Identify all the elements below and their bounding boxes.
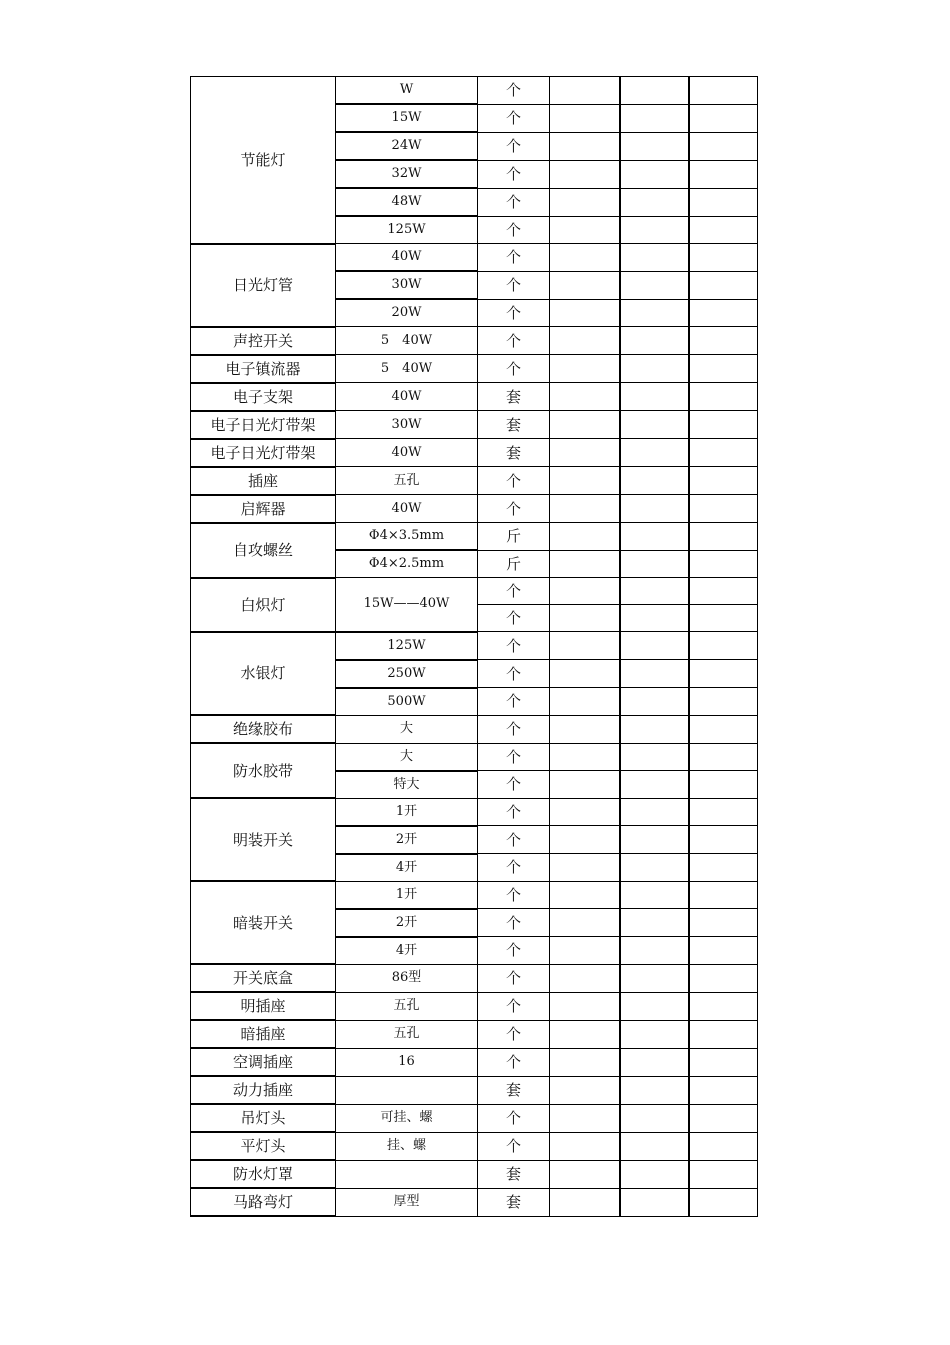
price-cell xyxy=(620,937,689,965)
unit-cell: 个 xyxy=(478,1048,550,1076)
table-row xyxy=(191,1132,758,1160)
price-cell xyxy=(620,523,689,551)
unit-cell: 个 xyxy=(478,688,550,716)
qty-cell xyxy=(550,660,620,688)
item-name-cell: 防水灯罩 xyxy=(191,1160,336,1188)
spec-cell: 250W xyxy=(336,660,478,688)
price-cell xyxy=(620,160,689,188)
table-row xyxy=(191,523,758,551)
price-cell xyxy=(620,1020,689,1048)
price-cell xyxy=(620,743,689,771)
qty-cell xyxy=(550,798,620,826)
unit-cell: 个 xyxy=(478,77,550,105)
qty-cell xyxy=(550,467,620,495)
price-cell xyxy=(620,909,689,937)
amount-cell xyxy=(689,299,758,327)
qty-cell xyxy=(550,188,620,216)
price-cell xyxy=(620,216,689,244)
qty-cell xyxy=(550,1104,620,1132)
amount-cell xyxy=(689,411,758,439)
spec-cell: 特大 xyxy=(336,771,478,799)
amount-cell xyxy=(689,881,758,909)
unit-cell: 个 xyxy=(478,854,550,882)
amount-cell xyxy=(689,1188,758,1216)
unit-cell: 个 xyxy=(478,467,550,495)
amount-cell xyxy=(689,104,758,132)
unit-cell: 个 xyxy=(478,244,550,272)
amount-cell xyxy=(689,77,758,105)
amount-cell xyxy=(689,578,758,605)
spec-cell xyxy=(336,1076,478,1104)
spec-cell: 40W xyxy=(336,383,478,411)
item-name-cell: 暗装开关 xyxy=(191,881,336,964)
table-row xyxy=(191,964,758,992)
amount-cell xyxy=(689,244,758,272)
unit-cell: 个 xyxy=(478,826,550,854)
unit-cell: 个 xyxy=(478,715,550,743)
unit-cell: 个 xyxy=(478,798,550,826)
price-cell xyxy=(620,1132,689,1160)
price-cell xyxy=(620,77,689,105)
spec-cell: 5 40W xyxy=(336,355,478,383)
qty-cell xyxy=(550,771,620,799)
amount-cell xyxy=(689,1104,758,1132)
spec-cell: 16 xyxy=(336,1048,478,1076)
qty-cell xyxy=(550,992,620,1020)
item-name-cell: 防水胶带 xyxy=(191,743,336,798)
qty-cell xyxy=(550,439,620,467)
amount-cell xyxy=(689,660,758,688)
qty-cell xyxy=(550,271,620,299)
unit-cell: 个 xyxy=(478,909,550,937)
item-name-cell: 明插座 xyxy=(191,992,336,1020)
item-name-cell: 暗插座 xyxy=(191,1020,336,1048)
amount-cell xyxy=(689,798,758,826)
table-row xyxy=(191,383,758,411)
price-cell xyxy=(620,826,689,854)
table-row xyxy=(191,439,758,467)
price-cell xyxy=(620,992,689,1020)
item-name-cell: 动力插座 xyxy=(191,1076,336,1104)
item-name-cell: 明装开关 xyxy=(191,798,336,881)
qty-cell xyxy=(550,495,620,523)
qty-cell xyxy=(550,881,620,909)
qty-cell xyxy=(550,688,620,716)
amount-cell xyxy=(689,826,758,854)
item-name-cell: 电子支架 xyxy=(191,383,336,411)
price-cell xyxy=(620,244,689,272)
price-cell xyxy=(620,1188,689,1216)
amount-cell xyxy=(689,605,758,632)
unit-cell: 套 xyxy=(478,1188,550,1216)
item-name-cell: 插座 xyxy=(191,467,336,495)
unit-cell: 个 xyxy=(478,216,550,244)
amount-cell xyxy=(689,355,758,383)
qty-cell xyxy=(550,632,620,660)
spec-cell: 五孔 xyxy=(336,992,478,1020)
qty-cell xyxy=(550,104,620,132)
spec-cell: 32W xyxy=(336,160,478,188)
qty-cell xyxy=(550,216,620,244)
amount-cell xyxy=(689,271,758,299)
spec-cell: 15W——40W xyxy=(336,578,478,632)
spec-cell: 86型 xyxy=(336,964,478,992)
table-row xyxy=(191,992,758,1020)
unit-cell: 个 xyxy=(478,632,550,660)
amount-cell xyxy=(689,550,758,578)
amount-cell xyxy=(689,1132,758,1160)
qty-cell xyxy=(550,355,620,383)
unit-cell: 套 xyxy=(478,1076,550,1104)
qty-cell xyxy=(550,132,620,160)
price-cell xyxy=(620,271,689,299)
item-name-cell: 开关底盒 xyxy=(191,964,336,992)
price-cell xyxy=(620,632,689,660)
unit-cell: 个 xyxy=(478,188,550,216)
spec-cell: 125W xyxy=(336,632,478,660)
amount-cell xyxy=(689,467,758,495)
item-name-cell: 启辉器 xyxy=(191,495,336,523)
spec-cell: Φ4×3.5mm xyxy=(336,523,478,551)
spec-cell: 厚型 xyxy=(336,1188,478,1216)
unit-cell: 个 xyxy=(478,327,550,355)
spec-cell: 4开 xyxy=(336,937,478,965)
spec-cell: 2开 xyxy=(336,909,478,937)
price-cell xyxy=(620,355,689,383)
amount-cell xyxy=(689,909,758,937)
price-cell xyxy=(620,1104,689,1132)
qty-cell xyxy=(550,1160,620,1188)
price-cell xyxy=(620,771,689,799)
item-name-cell: 白炽灯 xyxy=(191,578,336,632)
spec-cell: 125W xyxy=(336,216,478,244)
spec-cell: 500W xyxy=(336,688,478,716)
qty-cell xyxy=(550,854,620,882)
amount-cell xyxy=(689,854,758,882)
table-row xyxy=(191,1020,758,1048)
qty-cell xyxy=(550,383,620,411)
unit-cell: 斤 xyxy=(478,550,550,578)
qty-cell xyxy=(550,826,620,854)
spec-cell: 可挂、螺 xyxy=(336,1104,478,1132)
amount-cell xyxy=(689,688,758,716)
unit-cell: 个 xyxy=(478,160,550,188)
table-row xyxy=(191,881,758,909)
price-cell xyxy=(620,688,689,716)
spec-cell xyxy=(336,1160,478,1188)
spec-cell: 五孔 xyxy=(336,1020,478,1048)
table-row xyxy=(191,355,758,383)
spec-cell: 40W xyxy=(336,244,478,272)
qty-cell xyxy=(550,578,620,605)
price-cell xyxy=(620,1048,689,1076)
unit-cell: 个 xyxy=(478,355,550,383)
amount-cell xyxy=(689,383,758,411)
item-name-cell: 绝缘胶布 xyxy=(191,715,336,743)
spec-cell: 1开 xyxy=(336,798,478,826)
item-name-cell: 日光灯管 xyxy=(191,244,336,327)
price-cell xyxy=(620,327,689,355)
table-row xyxy=(191,1160,758,1188)
table-row xyxy=(191,715,758,743)
spec-cell: 大 xyxy=(336,743,478,771)
amount-cell xyxy=(689,715,758,743)
unit-cell: 个 xyxy=(478,881,550,909)
price-cell xyxy=(620,299,689,327)
spec-cell: 大 xyxy=(336,715,478,743)
unit-cell: 个 xyxy=(478,771,550,799)
qty-cell xyxy=(550,743,620,771)
table-row xyxy=(191,77,758,105)
item-name-cell: 电子镇流器 xyxy=(191,355,336,383)
amount-cell xyxy=(689,1076,758,1104)
unit-cell: 个 xyxy=(478,578,550,605)
price-cell xyxy=(620,188,689,216)
materials-table xyxy=(190,76,758,1217)
spec-cell: 5 40W xyxy=(336,327,478,355)
spec-cell: W xyxy=(336,77,478,105)
item-name-cell: 电子日光灯带架 xyxy=(191,439,336,467)
amount-cell xyxy=(689,216,758,244)
spec-cell: 20W xyxy=(336,299,478,327)
item-name-cell: 空调插座 xyxy=(191,1048,336,1076)
amount-cell xyxy=(689,160,758,188)
price-cell xyxy=(620,104,689,132)
unit-cell: 套 xyxy=(478,1160,550,1188)
amount-cell xyxy=(689,327,758,355)
unit-cell: 个 xyxy=(478,1132,550,1160)
spec-cell: 30W xyxy=(336,271,478,299)
unit-cell: 套 xyxy=(478,383,550,411)
price-cell xyxy=(620,605,689,632)
price-cell xyxy=(620,578,689,605)
spec-cell: 24W xyxy=(336,132,478,160)
table-row xyxy=(191,244,758,272)
qty-cell xyxy=(550,550,620,578)
qty-cell xyxy=(550,244,620,272)
spec-cell: 1开 xyxy=(336,881,478,909)
amount-cell xyxy=(689,1048,758,1076)
spec-cell: Φ4×2.5mm xyxy=(336,550,478,578)
table-row xyxy=(191,1076,758,1104)
amount-cell xyxy=(689,964,758,992)
item-name-cell: 吊灯头 xyxy=(191,1104,336,1132)
table-row xyxy=(191,798,758,826)
table-row xyxy=(191,327,758,355)
item-name-cell: 电子日光灯带架 xyxy=(191,411,336,439)
item-name-cell: 节能灯 xyxy=(191,77,336,244)
spec-cell: 40W xyxy=(336,495,478,523)
spec-cell: 挂、螺 xyxy=(336,1132,478,1160)
table-row xyxy=(191,578,758,605)
item-name-cell: 马路弯灯 xyxy=(191,1188,336,1216)
table-row xyxy=(191,467,758,495)
qty-cell xyxy=(550,327,620,355)
amount-cell xyxy=(689,439,758,467)
materials-table-body xyxy=(191,77,758,1217)
table-row xyxy=(191,1188,758,1216)
unit-cell: 个 xyxy=(478,605,550,632)
amount-cell xyxy=(689,523,758,551)
price-cell xyxy=(620,411,689,439)
table-row xyxy=(191,1104,758,1132)
spec-cell: 30W xyxy=(336,411,478,439)
qty-cell xyxy=(550,77,620,105)
qty-cell xyxy=(550,1188,620,1216)
amount-cell xyxy=(689,188,758,216)
qty-cell xyxy=(550,1132,620,1160)
unit-cell: 斤 xyxy=(478,523,550,551)
qty-cell xyxy=(550,299,620,327)
amount-cell xyxy=(689,132,758,160)
price-cell xyxy=(620,1160,689,1188)
price-cell xyxy=(620,798,689,826)
item-name-cell: 平灯头 xyxy=(191,1132,336,1160)
price-cell xyxy=(620,715,689,743)
price-cell xyxy=(620,383,689,411)
qty-cell xyxy=(550,909,620,937)
amount-cell xyxy=(689,1160,758,1188)
qty-cell xyxy=(550,1048,620,1076)
price-cell xyxy=(620,881,689,909)
amount-cell xyxy=(689,992,758,1020)
item-name-cell: 声控开关 xyxy=(191,327,336,355)
price-cell xyxy=(620,550,689,578)
qty-cell xyxy=(550,605,620,632)
amount-cell xyxy=(689,937,758,965)
unit-cell: 个 xyxy=(478,660,550,688)
unit-cell: 个 xyxy=(478,132,550,160)
amount-cell xyxy=(689,495,758,523)
spec-cell: 40W xyxy=(336,439,478,467)
table-row xyxy=(191,411,758,439)
price-cell xyxy=(620,467,689,495)
table-row xyxy=(191,632,758,660)
price-cell xyxy=(620,439,689,467)
unit-cell: 个 xyxy=(478,271,550,299)
price-cell xyxy=(620,1076,689,1104)
qty-cell xyxy=(550,523,620,551)
amount-cell xyxy=(689,632,758,660)
unit-cell: 个 xyxy=(478,104,550,132)
amount-cell xyxy=(689,771,758,799)
amount-cell xyxy=(689,1020,758,1048)
item-name-cell: 自攻螺丝 xyxy=(191,523,336,578)
unit-cell: 个 xyxy=(478,964,550,992)
price-cell xyxy=(620,495,689,523)
qty-cell xyxy=(550,715,620,743)
unit-cell: 套 xyxy=(478,411,550,439)
qty-cell xyxy=(550,160,620,188)
unit-cell: 个 xyxy=(478,992,550,1020)
qty-cell xyxy=(550,937,620,965)
unit-cell: 套 xyxy=(478,439,550,467)
price-cell xyxy=(620,964,689,992)
item-name-cell: 水银灯 xyxy=(191,632,336,716)
spec-cell: 2开 xyxy=(336,826,478,854)
qty-cell xyxy=(550,964,620,992)
spec-cell: 48W xyxy=(336,188,478,216)
unit-cell: 个 xyxy=(478,937,550,965)
unit-cell: 个 xyxy=(478,299,550,327)
table-row xyxy=(191,743,758,771)
table-row xyxy=(191,1048,758,1076)
price-cell xyxy=(620,660,689,688)
price-cell xyxy=(620,132,689,160)
spec-cell: 4开 xyxy=(336,854,478,882)
table-row xyxy=(191,495,758,523)
qty-cell xyxy=(550,1020,620,1048)
unit-cell: 个 xyxy=(478,1104,550,1132)
unit-cell: 个 xyxy=(478,1020,550,1048)
unit-cell: 个 xyxy=(478,743,550,771)
price-cell xyxy=(620,854,689,882)
qty-cell xyxy=(550,1076,620,1104)
spec-cell: 15W xyxy=(336,104,478,132)
unit-cell: 个 xyxy=(478,495,550,523)
spec-cell: 五孔 xyxy=(336,467,478,495)
qty-cell xyxy=(550,411,620,439)
amount-cell xyxy=(689,743,758,771)
